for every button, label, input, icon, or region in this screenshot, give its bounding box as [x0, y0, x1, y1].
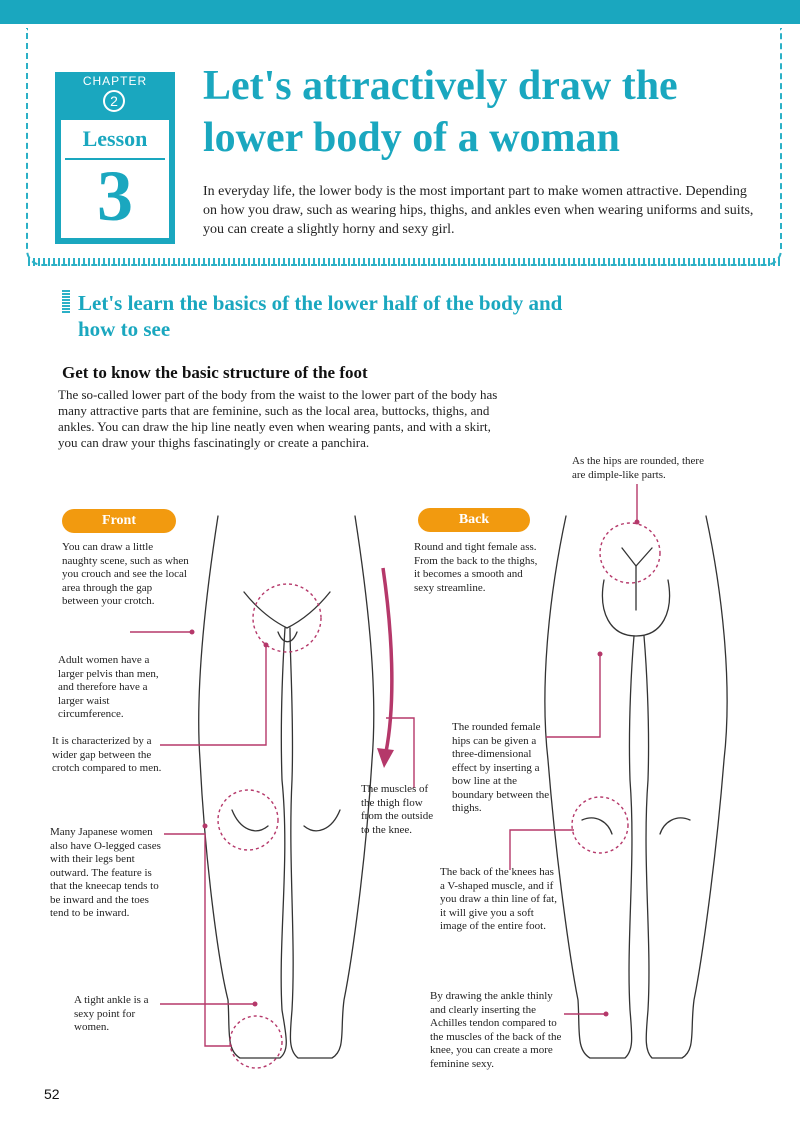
- section-body: The so-called lower part of the body from the waist to the lower part of the body has many attractive parts that are feminine, such as the local area, buttocks, thighs, and ankles. You can draw the hip line neatly even when wearing pants, and with a skirt, you can draw your thighs fascinatingly or create a panchira.: [58, 387, 498, 450]
- back-note-knees: The back of the knees has a V-shaped muscle, and if you draw a thin line of fat, it will give you a soft image of the entire foot.: [440, 866, 557, 932]
- back-note-ass: Round and tight female ass. From the back to the thighs, it becomes a smooth and sexy streamline.: [414, 541, 538, 594]
- chapter-number: 2: [103, 90, 125, 112]
- thigh-flow-note: The muscles of the thigh flow from the outside to the knee.: [361, 783, 434, 836]
- front-note-crotch-view: You can draw a little naughty scene, such as when you crouch and see the local area through the gap between your crotch.: [62, 541, 189, 607]
- subsection-title: Get to know the basic structure of the foot: [62, 363, 368, 382]
- front-label-pill: Front: [62, 509, 176, 533]
- front-note-ankle: A tight ankle is a sexy point for women.: [74, 994, 149, 1033]
- lesson-label: Lesson: [82, 126, 148, 151]
- page-number: 52: [44, 1086, 60, 1102]
- back-label-pill: Back: [418, 508, 530, 532]
- front-legs-drawing: [199, 516, 374, 1058]
- page-title: Let's attractively draw the lower body of a woman: [203, 63, 678, 161]
- section-title: Let's learn the basics of the lower half of the body and how to see: [78, 291, 563, 341]
- back-legs-drawing: [545, 516, 727, 1058]
- back-note-achilles: By drawing the ankle thinly and clearly inserting the Achilles tendon compared to the muscles of the back of the knee, you can create a more feminine sexy.: [430, 990, 562, 1070]
- lesson-number: 3: [97, 156, 133, 236]
- back-note-dimples: As the hips are rounded, there are dimple-like parts.: [572, 455, 704, 481]
- flow-arrow: [377, 568, 414, 788]
- chapter-label: CHAPTER: [82, 74, 148, 88]
- intro-paragraph: In everyday life, the lower body is the most important part to make women attractive. Depending on how you draw, such as wearing hips, thighs, and ankles even when wearing uniforms and suits, you can create a slightly horny and sexy girl.: [203, 184, 754, 237]
- back-note-hip-line: The rounded female hips can be given a three-dimensional effect by inserting a bow line at the boundary between the thighs.: [452, 721, 550, 814]
- front-note-crotch-gap: It is characterized by a wider gap between the crotch compared to men.: [52, 735, 162, 774]
- front-note-pelvis: Adult women have a larger pelvis than men, and therefore have a larger waist circumference.: [58, 654, 159, 720]
- highlight-circles: [218, 523, 660, 1068]
- front-note-o-legs: Many Japanese women also have O-legged cases with their legs bent outward. The feature is that the kneecap tends to be inward and the toes tend to be inward.: [50, 826, 161, 919]
